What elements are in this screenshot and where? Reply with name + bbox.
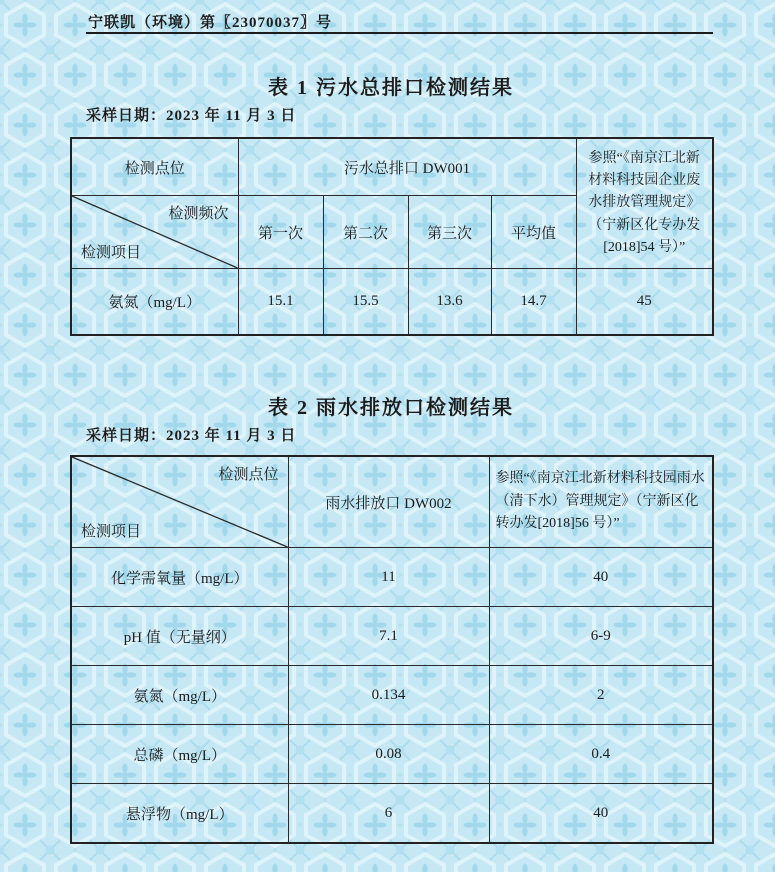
t2-row2-limit: 6-9 [489, 607, 713, 666]
table-row [71, 456, 713, 548]
t1-diagonal-header-cell [71, 196, 238, 269]
t2-row1-item: 化学需氧量（mg/L） [71, 548, 288, 607]
t1-row1-average: 14.7 [491, 269, 576, 336]
t2-row4-item: 总磷（mg/L） [71, 725, 288, 784]
table-row [71, 138, 713, 196]
table1-title: 表 1 污水总排口检测结果 [268, 77, 514, 99]
t1-row1-value1: 15.1 [238, 269, 323, 336]
t2-point-label: 检测点位 [218, 467, 279, 483]
table-row [71, 725, 713, 784]
t2-reference-note: 参照“《南京江北新材料科技园雨水（清下水）管理规定》（宁新区化转办发[2018]56 号）” [489, 456, 713, 548]
t2-row2-value: 7.1 [288, 607, 489, 666]
doc-number: 宁联凯（环境）第〖23070037〗号 [88, 15, 333, 31]
t2-row4-limit: 0.4 [489, 725, 713, 784]
t1-point-value: 污水总排口 DW001 [238, 138, 576, 196]
t2-row5-value: 6 [288, 784, 489, 844]
t2-row4-value: 0.08 [288, 725, 489, 784]
t1-run1-header: 第一次 [238, 196, 323, 269]
t2-row2-item: pH 值（无量纲） [71, 607, 288, 666]
t1-item-label: 检测项目 [81, 245, 142, 261]
t1-row1-value3: 13.6 [408, 269, 491, 336]
table2-sampling-date: 采样日期：2023 年 11 月 3 日 [86, 428, 297, 444]
t2-point-value: 雨水排放口 DW002 [288, 456, 489, 548]
t1-frequency-label: 检测频次 [168, 206, 229, 222]
table1-sampling-date: 采样日期：2023 年 11 月 3 日 [86, 108, 297, 124]
t2-row1-value: 11 [288, 548, 489, 607]
t1-point-label: 检测点位 [71, 138, 238, 196]
t2-row3-value: 0.134 [288, 666, 489, 725]
table2-stormwater-results [70, 455, 714, 844]
t1-row1-value2: 15.5 [323, 269, 408, 336]
t2-row3-limit: 2 [489, 666, 713, 725]
t1-run3-header: 第三次 [408, 196, 491, 269]
t2-row5-item: 悬浮物（mg/L） [71, 784, 288, 844]
table2-title: 表 2 雨水排放口检测结果 [268, 397, 514, 419]
table-row [71, 784, 713, 844]
t1-run2-header: 第二次 [323, 196, 408, 269]
t1-avg-header: 平均值 [491, 196, 576, 269]
t1-row1-item: 氨氮（mg/L） [71, 269, 238, 336]
t2-row5-limit: 40 [489, 784, 713, 844]
table-row [71, 269, 713, 336]
table-row [71, 666, 713, 725]
t2-row1-limit: 40 [489, 548, 713, 607]
t2-row3-item: 氨氮（mg/L） [71, 666, 288, 725]
table-row [71, 607, 713, 666]
table1-wastewater-results [70, 137, 714, 336]
t2-item-label: 检测项目 [81, 524, 142, 540]
t1-reference-note: 参照“《南京江北新材料科技园企业废水排放管理规定》（宁新区化专办发[2018]54 号）” [576, 138, 713, 269]
t1-row1-limit: 45 [576, 269, 713, 336]
header-rule [86, 32, 713, 34]
table-row [71, 548, 713, 607]
t2-diagonal-header-cell [71, 456, 288, 548]
